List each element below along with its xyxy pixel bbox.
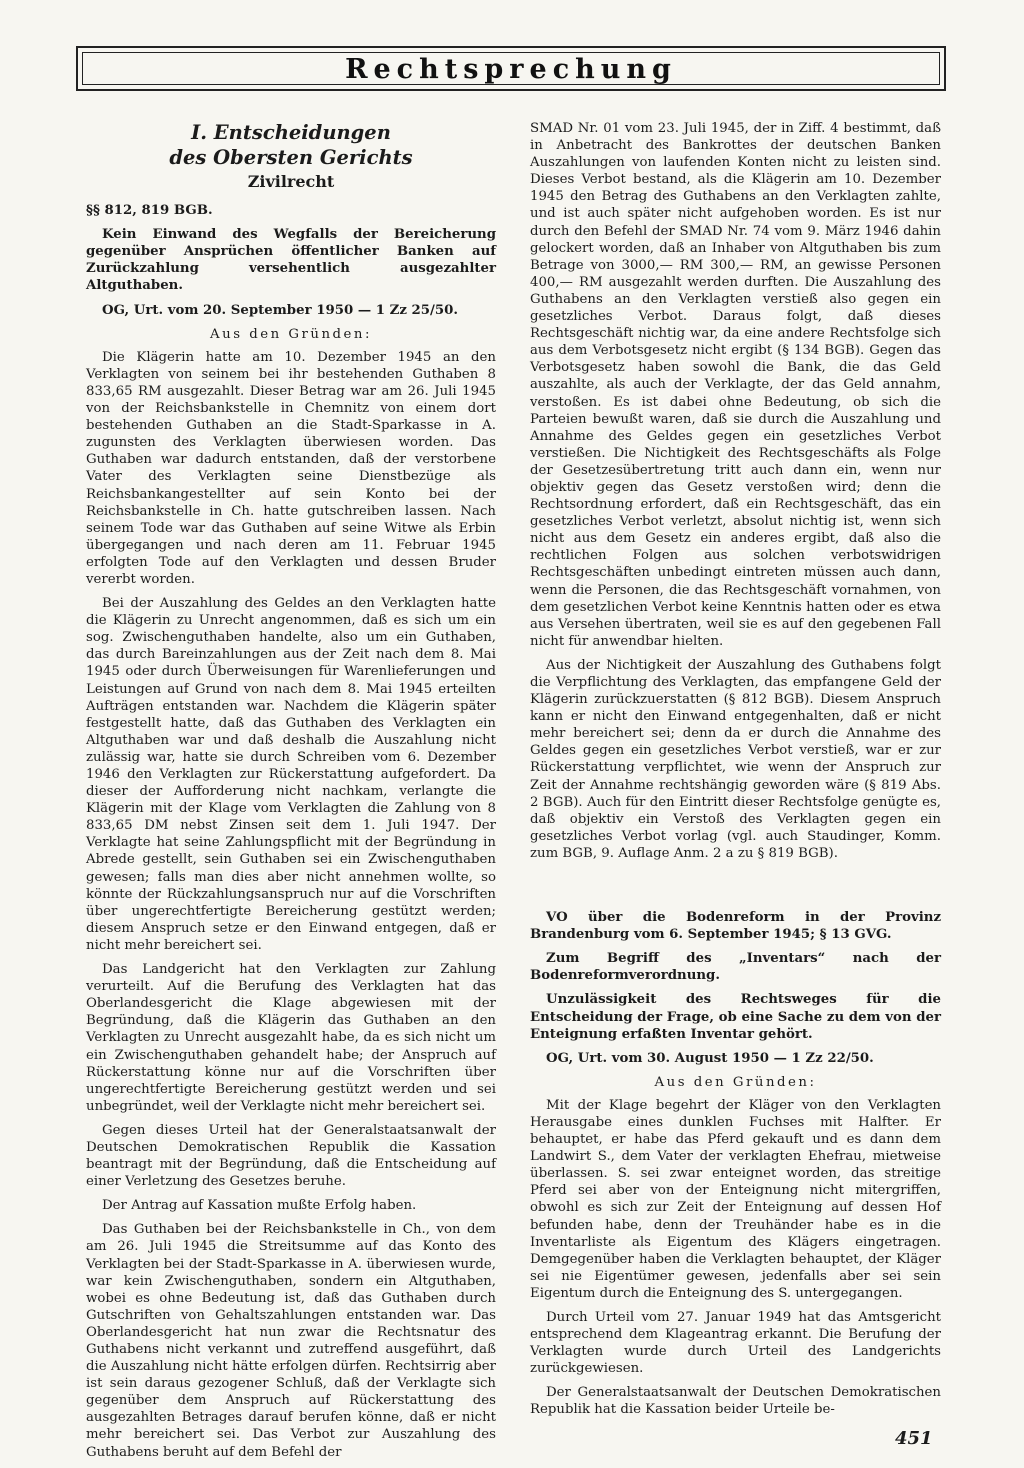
section-gap (530, 869, 941, 909)
case-1-citation: OG, Urt. vom 20. September 1950 — 1 Zz 25/50. (102, 302, 459, 318)
paragraph: Durch Urteil vom 27. Januar 1949 hat das Amtsgericht entsprechend dem Klageantrag erkannt. Die Berufung der Verklagten wurde durch Urteil des Landgerichts zurückgewiesen. (530, 1310, 941, 1377)
case-2-reasons-heading: Aus den Gründen: (654, 1074, 817, 1090)
case-2-headnote-2: Unzulässigkeit des Rechtsweges für die Entscheidung der Frage, ob eine Sache zu dem von der Enteignung erfaßten Inventar gehört. (530, 992, 941, 1042)
case-1-legal-reference: §§ 812, 819 BGB. (86, 203, 213, 219)
header-box (76, 46, 946, 91)
page-title: Rechtsprechung (345, 54, 677, 85)
case-2-citation: OG, Urt. vom 30. August 1950 — 1 Zz 22/50. (546, 1050, 874, 1066)
case-2-legal-reference: VO über die Bodenreform in der Provinz Brandenburg vom 6. September 1945; § 13 GVG. (530, 910, 941, 943)
case-2-headnote-1: Zum Begriff des „Inventars“ nach der Bodenreformverordnung. (530, 951, 941, 984)
paragraph: Das Landgericht hat den Verklagten zur Zahlung verurteilt. Auf die Berufung des Verklagten hat das Oberlandesgericht die Klage abgewiesen mit der Begründung, daß die Klägerin das Guthaben an den Verklagten zu Unrecht ausgezahlt habe, da es sich nicht um ein Zwischenguthaben gehandelt habe; der Anspruch auf Rückerstattung könne nur auf die Vorschriften über ungerechtfertigte Bereicherung gestützt werden und sei unbegründet, weil der Verklagte nicht mehr bereichert sei. (86, 962, 496, 1114)
paragraph: Der Generalstaatsanwalt der Deutschen Demokratischen Republik hat die Kassation beider Urteile be- (530, 1385, 941, 1418)
right-column (530, 120, 941, 1426)
paragraph: Das Guthaben bei der Reichsbankstelle in Ch., von dem am 26. Juli 1945 die Streitsumme auf das Konto des Verklagten bei der Stadt-Sparkasse in A. überwiesen wurde, war kein Zwischenguthaben, sondern ein Altguthaben, wobei es ohne Bedeutung ist, daß das Guthaben durch Gutschriften von Gehaltszahlungen entstanden war. Das Oberlandesgericht hat nun zwar die Rechtsnatur des Guthabens nicht verkannt und zutreffend ausgeführt, daß die Auszahlung nicht hätte erfolgen dürfen. Rechtsirrig aber ist sein daraus gezogener Schluß, daß der Verklagte sich gegenüber dem Anspruch auf Rückerstattung des ausgezahlten Betrages darauf berufen könne, daß er nicht mehr bereichert sei. Das Verbot zur Auszahlung des Guthabens beruht auf dem Befehl der (86, 1222, 496, 1460)
section-title-line-1: I. Entscheidungen (191, 121, 391, 144)
section-title-line-2: des Obersten Gerichts (169, 146, 413, 169)
case-1-reasons-heading: Aus den Gründen: (210, 326, 372, 342)
paragraph: Mit der Klage begehrt der Kläger von den Verklagten Herausgabe eines dunklen Fuchses mit Halfter. Er behauptet, er habe das Pferd gekauft und es dann dem Landwirt S., dem Vater der verklagten Ehefrau, mietweise überlassen. S. sei zwar enteignet worden, das streitige Pferd sei aber von der Enteignung nicht mitergriffen, obwohl es sich zur Zeit der Enteignung auf dessen Hof befunden habe, denn der Treuhänder habe es in die Inventarliste als Eigentum des Klägers eingetragen. Demgegenüber haben die Verklagten behauptet, der Kläger sei nie Eigentümer gewesen, jedenfalls aber sei sein Eigentum durch die Enteignung des S. untergegangen. (530, 1097, 941, 1301)
left-column (86, 120, 496, 1468)
subsection-title: Zivilrecht (247, 172, 335, 191)
paragraph: Aus der Nichtigkeit der Auszahlung des Guthabens folgt die Verpflichtung des Verklagten, das empfangene Geld der Klägerin zurückzuerstatten (§ 812 BGB). Diesem Anspruch kann er nicht den Einwand entgegenhalten, daß er nicht mehr bereichert sei; denn da er durch die Annahme des Geldes gegen ein gesetzliches Verbot verstieß, war er zur Rückerstattung verpflichtet, wie wenn der Anspruch zur Zeit der Annahme rechtshängig geworden wäre (§ 819 Abs. 2 BGB). Auch für den Eintritt dieser Rechtsfolge genügte es, daß objektiv ein Verstoß des Verklagten gegen ein gesetzliches Verbot vorlag (vgl. auch Staudinger, Komm. zum BGB, 9. Auflage Anm. 2 a zu § 819 BGB). (530, 657, 941, 861)
paragraph: Die Klägerin hatte am 10. Dezember 1945 an den Verklagten von seinem bei ihr bestehenden Guthaben 8 833,65 RM ausgezahlt. Dieser Betrag war am 26. Juli 1945 von der Reichsbankstelle in Chemnitz von einem dort bestehenden Guthaben an die Stadt-Sparkasse in A. zugunsten des Verklagten überwiesen worden. Das Guthaben war dadurch entstanden, daß der verstorbene Vater des Verklagten seine Dienstbezüge als Reichsbankangestellter auf sein Konto bei der Reichsbankstelle in Ch. hatte gutschreiben lassen. Nach seinem Tode war das Guthaben auf seine Witwe als Erbin übergegangen und nach deren am 11. Februar 1945 erfolgten Tode auf den Verklagten und dessen Bruder vererbt worden. (86, 349, 496, 587)
paragraph: Der Antrag auf Kassation mußte Erfolg haben. (102, 1198, 417, 1214)
paragraph: SMAD Nr. 01 vom 23. Juli 1945, der in Ziff. 4 bestimmt, daß in Anbetracht des Bankrottes der deutschen Banken Auszahlungen von laufenden Konten nicht zu leisten sind. Dieses Verbot bestand, als die Klägerin am 10. Dezember 1945 den Betrag des Guthabens an den Verklagten zahlte, und ist auch später nicht aufgehoben worden. Es ist nur durch den Befehl der SMAD Nr. 74 vom 9. März 1946 dahin gelockert worden, daß an Inhaber von Altguthaben bis zum Betrage von 3000,— RM 300,— RM, an gewisse Personen 400,— RM ausgezahlt werden durften. Die Auszahlung des Guthabens an den Verklagten verstieß also gegen ein gesetzliches Verbot. Daraus folgt, daß dieses Rechtsgeschäft nichtig war, da eine andere Rechtsfolge sich aus dem Verbotsgesetz nicht ergibt (§ 134 BGB). Gegen das Verbotsgesetz haben sowohl die Bank, die das Geld auszahlte, als auch der Verklagte, der das Geld annahm, verstoßen. Es ist dabei ohne Bedeutung, ob sich die Parteien bewußt waren, daß sie durch die Auszahlung und Annahme des Geldes gegen ein gesetzliches Verbot verstießen. Die Nichtigkeit des Rechtsgeschäfts als Folge der Gesetzesübertretung tritt auch dann ein, wenn nur objektiv gegen das Gesetz verstoßen wird; denn die Rechtsordnung erfordert, daß ein Rechtsgeschäft, das ein gesetzliches Verbot verletzt, absolut nichtig ist, wenn sich nicht aus dem Gesetz ein anderes ergibt, daß also die rechtlichen Folgen aus solchen verbotswidrigen Rechtsgeschäften unbedingt eintreten müssen auch dann, wenn die Personen, die das Rechtsgeschäft vornahmen, von dem gesetzlichen Verbot keine Kenntnis hatten oder es etwa aus Versehen übertraten, weil sie es auf den gegebenen Fall nicht für anwendbar hielten. (530, 121, 941, 649)
paragraph: Bei der Auszahlung des Geldes an den Verklagten hatte die Klägerin zu Unrecht angenommen, daß es sich um ein sog. Zwischenguthaben handelte, also um ein Guthaben, das durch Bareinzahlungen aus der Zeit nach dem 8. Mai 1945 oder durch Überweisungen für Warenlieferungen und Leistungen auf Grund von nach dem 8. Mai 1945 erteilten Aufträgen entstanden war. Nachdem die Klägerin später festgestellt hatte, daß das Guthaben des Verklagten ein Altguthaben war und daß deshalb die Auszahlung nicht zulässig war, hatte sie durch Schreiben vom 6. Dezember 1946 den Verklagten zur Rückerstattung aufgefordert. Da dieser der Aufforderung nicht nachkam, verlangte die Klägerin mit der Klage vom Verklagten die Zahlung von 8 833,65 DM nebst Zinsen seit dem 1. Juli 1947. Der Verklagte hat seine Zahlungspflicht mit der Begründung in Abrede gestellt, sein Guthaben sei ein Zwischenguthaben gewesen; falls man dies aber nicht annehmen wollte, so könnte der Rückzahlungsanspruch nur auf die Vorschriften über ungerechtfertigte Bereicherung gestützt werden; diesem Anspruch setze er den Einwand entgegen, daß er nicht mehr bereichert sei. (86, 596, 496, 953)
paragraph: Gegen dieses Urteil hat der Generalstaatsanwalt der Deutschen Demokratischen Republik die Kassation beantragt mit der Begründung, daß die Entscheidung auf einer Verletzung des Gesetzes beruhe. (86, 1122, 496, 1190)
page-number: 451 (895, 1428, 933, 1449)
case-1-headnote: Kein Einwand des Wegfalls der Bereicherung gegenüber Ansprüchen öffentlicher Banken auf Zurückzahlung versehentlich ausgezahlter Altguthaben. (86, 227, 496, 294)
